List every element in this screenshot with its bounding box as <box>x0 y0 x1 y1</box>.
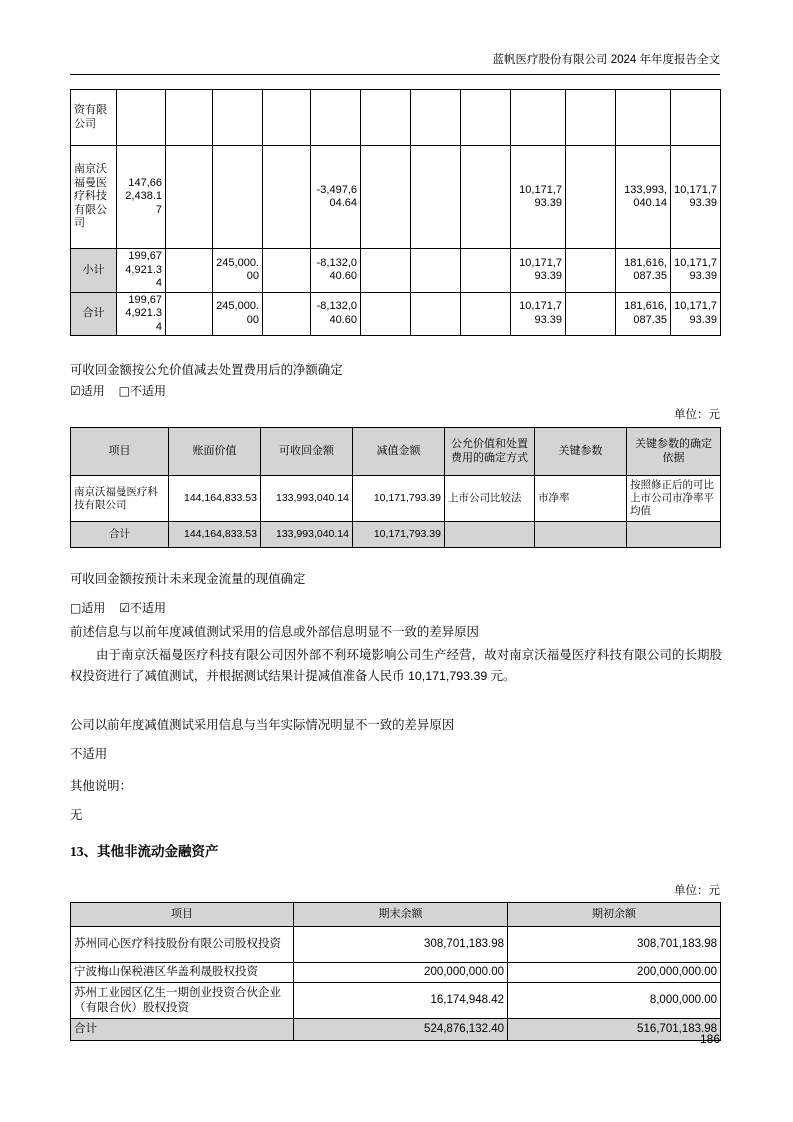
data-cell: 133,993,040.14 <box>616 146 671 249</box>
row-label-cell: 南京沃福曼医疗科技有限公司 <box>71 476 169 522</box>
row-label-cell: 资有限公司 <box>71 90 117 146</box>
fair-value-heading: 可收回金额按公允价值减去处置费用后的净额确定 <box>70 363 343 377</box>
data-cell <box>361 249 411 293</box>
table-row <box>71 522 721 548</box>
row-label-cell: 小计 <box>71 249 117 293</box>
data-cell <box>411 146 461 249</box>
data-cell <box>566 292 616 336</box>
data-cell: 8,000,000.00 <box>508 983 721 1019</box>
data-cell <box>461 249 511 293</box>
column-header: 期初余额 <box>508 903 721 927</box>
data-cell: 10,171,793.39 <box>353 476 445 522</box>
data-cell <box>166 90 213 146</box>
data-cell: 133,993,040.14 <box>261 476 353 522</box>
data-cell: 市净率 <box>535 476 627 522</box>
data-cell <box>616 90 671 146</box>
data-cell <box>411 249 461 293</box>
row-label-cell: 苏州同心医疗科技股份有限公司股权投资 <box>71 927 294 963</box>
data-cell: 16,174,948.42 <box>294 983 508 1019</box>
data-cell: 200,000,000.00 <box>508 963 721 983</box>
impairment-table-body <box>71 90 721 336</box>
column-header: 公允价值和处置费用的确定方式 <box>445 428 535 476</box>
data-cell: 10,171,793.39 <box>671 146 721 249</box>
data-cell: 10,171,793.39 <box>671 249 721 293</box>
fair-value-checkboxes <box>70 381 722 402</box>
page-number: 186 <box>699 1032 720 1046</box>
recoverable-amount-table-body <box>71 476 721 548</box>
unit-label-2: 单位：元 <box>674 885 720 897</box>
data-cell: 10,171,793.39 <box>511 249 566 293</box>
data-cell: 308,701,183.98 <box>294 927 508 963</box>
table-header-row <box>71 903 721 927</box>
data-cell <box>263 90 311 146</box>
data-cell: 133,993,040.14 <box>261 522 353 548</box>
other-noncurrent-financial-assets-table <box>70 902 721 1041</box>
column-header: 项目 <box>71 428 169 476</box>
table-row <box>71 249 721 293</box>
data-cell <box>166 249 213 293</box>
data-cell: 245,000.00 <box>213 249 263 293</box>
table-header-row <box>71 428 721 476</box>
table-row <box>71 963 721 983</box>
data-cell <box>213 90 263 146</box>
data-cell: 144,164,833.53 <box>169 522 261 548</box>
oncfa-table-body <box>71 927 721 1041</box>
checkbox-not-applicable-checked[interactable]: ☑不适用 <box>119 601 167 615</box>
data-cell <box>263 292 311 336</box>
section-13-title: 13、其他非流动金融资产 <box>70 844 219 859</box>
table-row <box>71 90 721 146</box>
row-label-cell: 合计 <box>71 292 117 336</box>
data-cell <box>361 292 411 336</box>
data-cell <box>461 146 511 249</box>
data-cell <box>263 249 311 293</box>
data-cell: 上市公司比较法 <box>445 476 535 522</box>
table-row <box>71 476 721 522</box>
data-cell <box>361 90 411 146</box>
data-cell: 199,674,921.34 <box>117 292 166 336</box>
recoverable-amount-table <box>70 427 721 548</box>
table-row <box>71 292 721 336</box>
column-header: 减值金额 <box>353 428 445 476</box>
data-cell: 按照修正后的可比上市公司市净率平均值 <box>627 476 721 522</box>
cashflow-checkboxes <box>70 598 722 619</box>
recoverable-amount-table-head <box>71 428 721 476</box>
other-notes-heading: 其他说明： <box>70 779 132 793</box>
data-cell <box>461 90 511 146</box>
data-cell <box>511 90 566 146</box>
data-cell: 10,171,793.39 <box>511 146 566 249</box>
data-cell: 516,701,183.98 <box>508 1019 721 1041</box>
data-cell: 200,000,000.00 <box>294 963 508 983</box>
data-cell <box>411 292 461 336</box>
row-label-cell: 苏州工业园区亿生一期创业投资合伙企业（有限合伙）股权投资 <box>71 983 294 1019</box>
data-cell <box>627 522 721 548</box>
data-cell <box>117 90 166 146</box>
column-header: 期末余额 <box>294 903 508 927</box>
data-cell <box>213 146 263 249</box>
data-cell: 10,171,793.39 <box>353 522 445 548</box>
column-header: 账面价值 <box>169 428 261 476</box>
row-label-cell: 宁波梅山保税港区华盖利晟股权投资 <box>71 963 294 983</box>
difference-reason-body: 由于南京沃福曼医疗科技有限公司因外部不利环境影响公司生产经营，故对南京沃福曼医疗科技有限公司的长期股权投资进行了减值测试，并根据测试结果计提减值准备人民币 10,171,793.39 元。 <box>70 648 722 683</box>
column-header: 项目 <box>71 903 294 927</box>
table-row <box>71 983 721 1019</box>
data-cell: 245,000.00 <box>213 292 263 336</box>
table-row <box>71 927 721 963</box>
data-cell <box>263 146 311 249</box>
data-cell: 199,674,921.34 <box>117 249 166 293</box>
data-cell <box>411 90 461 146</box>
data-cell: 147,662,438.17 <box>117 146 166 249</box>
data-cell: 181,616,087.35 <box>616 249 671 293</box>
data-cell <box>566 249 616 293</box>
checkbox-not-applicable-unchecked[interactable]: □不适用 <box>118 384 167 398</box>
data-cell: 181,616,087.35 <box>616 292 671 336</box>
data-cell: 10,171,793.39 <box>671 292 721 336</box>
difference-reason-heading: 前述信息与以前年度减值测试采用的信息或外部信息明显不一致的差异原因 <box>70 625 479 639</box>
row-label-cell: 南京沃福曼医疗科技有限公司 <box>71 146 117 249</box>
data-cell: -8,132,040.60 <box>311 249 361 293</box>
oncfa-table-head <box>71 903 721 927</box>
data-cell <box>566 90 616 146</box>
column-header: 关键参数 <box>535 428 627 476</box>
column-header: 关键参数的确定依据 <box>627 428 721 476</box>
data-cell: -3,497,604.64 <box>311 146 361 249</box>
data-cell <box>671 90 721 146</box>
page-header: 蓝帆医疗股份有限公司 2024 年年度报告全文 <box>492 54 720 66</box>
data-cell: 524,876,132.40 <box>294 1019 508 1041</box>
data-cell: 308,701,183.98 <box>508 927 721 963</box>
header-divider <box>70 74 720 75</box>
other-notes-body: 无 <box>70 808 83 822</box>
data-cell <box>361 146 411 249</box>
data-cell: 10,171,793.39 <box>511 292 566 336</box>
data-cell: 144,164,833.53 <box>169 476 261 522</box>
prior-year-difference-heading: 公司以前年度减值测试采用信息与当年实际情况明显不一致的差异原因 <box>70 718 455 732</box>
data-cell: -8,132,040.60 <box>311 292 361 336</box>
row-label-cell: 合计 <box>71 1019 294 1041</box>
data-cell <box>311 90 361 146</box>
table-row <box>71 146 721 249</box>
column-header: 可收回金额 <box>261 428 353 476</box>
data-cell <box>445 522 535 548</box>
data-cell <box>166 292 213 336</box>
cashflow-heading: 可收回金额按预计未来现金流量的现值确定 <box>70 572 306 586</box>
data-cell <box>461 292 511 336</box>
checkbox-applicable-checked[interactable]: ☑适用 <box>70 384 105 398</box>
unit-label-1: 单位：元 <box>674 409 720 421</box>
impairment-table <box>70 89 721 336</box>
prior-year-difference-body: 不适用 <box>70 747 108 761</box>
row-label-cell: 合计 <box>71 522 169 548</box>
data-cell <box>566 146 616 249</box>
data-cell <box>166 146 213 249</box>
data-cell <box>535 522 627 548</box>
checkbox-applicable-unchecked[interactable]: □适用 <box>70 601 106 615</box>
